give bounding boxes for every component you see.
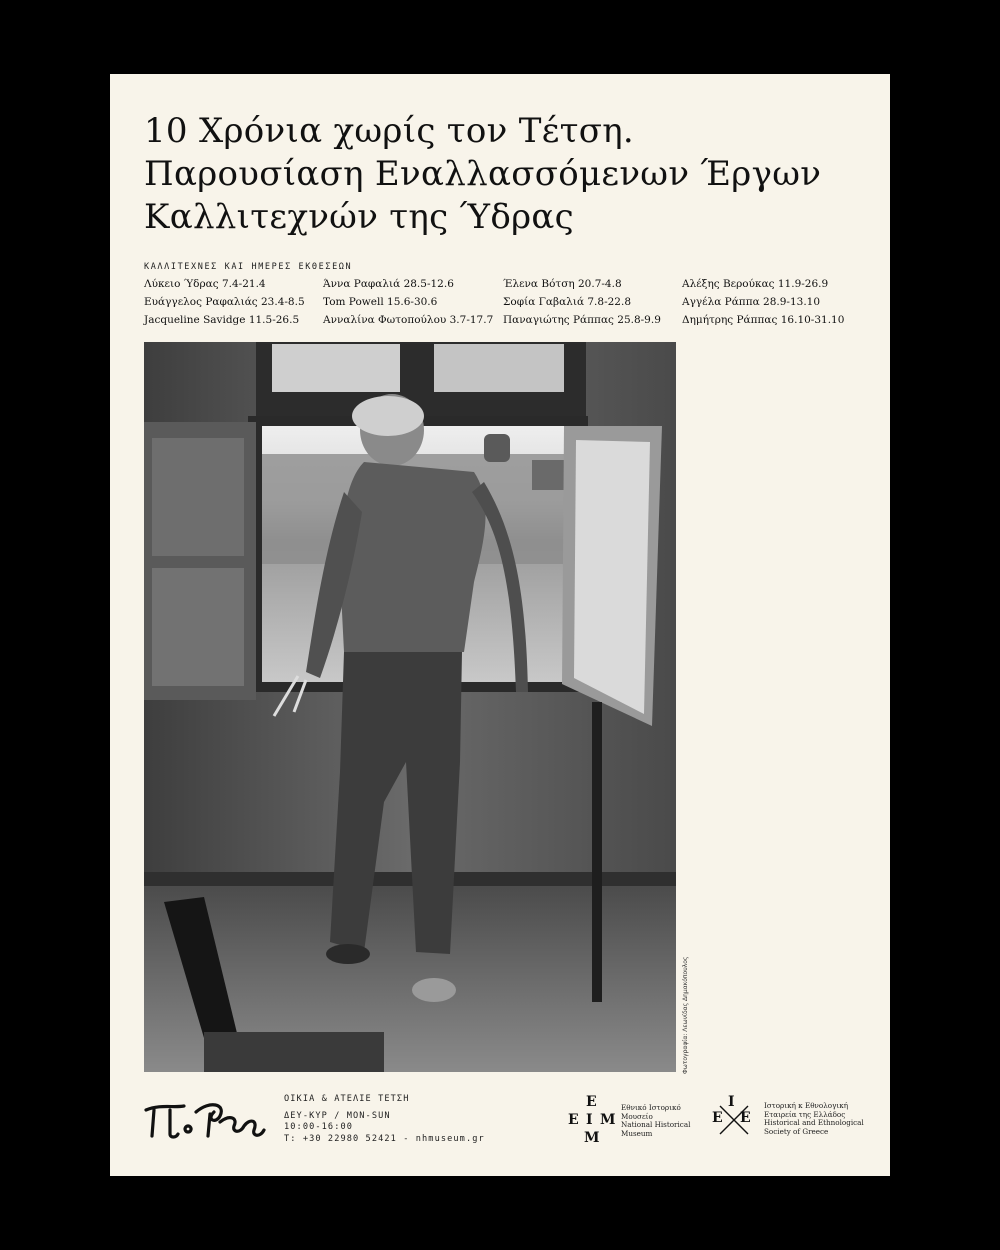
logo-text-line: Εταιρεία της Ελλάδος (764, 1109, 846, 1119)
logo-letter: Ε (740, 1110, 751, 1126)
logo-text-line: Museum (621, 1128, 653, 1138)
opening-days: ΔΕΥ-ΚΥΡ / MON-SUN (284, 1110, 391, 1121)
artist-entry: Έλενα Βότση 20.7-4.8 (503, 278, 622, 290)
poster-title (144, 110, 821, 239)
artist-entry: Αγγέλα Ράππα 28.9-13.10 (682, 296, 821, 308)
poster (110, 74, 890, 1176)
artists-list (144, 278, 864, 330)
logo-text-line: Μουσείο (621, 1111, 653, 1121)
artist-entry: Tom Powell 15.6-30.6 (323, 296, 438, 308)
artist-entry: Άννα Ραφαλιά 28.5-12.6 (323, 278, 454, 290)
logo-text (764, 1102, 864, 1136)
contact-info: T: +30 22980 52421 - nhmuseum.gr (284, 1133, 485, 1144)
logo-text-line: Historical and Ethnological (764, 1118, 864, 1128)
artist-photo (144, 342, 676, 1072)
logo-letter: Ε (712, 1110, 723, 1126)
artist-entry: Ανναλίνα Φωτοπούλου 3.7-17.7 (323, 314, 494, 326)
logo-letter: Μ (584, 1130, 600, 1146)
artist-entry: Σοφία Γαβαλιά 7.8-22.8 (503, 296, 632, 308)
logo-text-line: National Historical (621, 1120, 691, 1130)
logo-letter: Μ (600, 1112, 616, 1128)
artist-entry: Αλέξης Βερούκας 11.9-26.9 (682, 278, 829, 290)
title-line: Παρουσίαση Εναλλασσόμενων Έργων (144, 154, 822, 194)
venue-info (284, 1094, 485, 1145)
artist-entry: Ευάγγελος Ραφαλιάς 23.4-8.5 (144, 296, 305, 308)
tetsis-signature (140, 1090, 270, 1150)
artist-entry: Λύκειο Ύδρας 7.4-21.4 (144, 278, 266, 290)
logo-letter: Ι (728, 1094, 735, 1110)
logo-letter: Ε (586, 1094, 597, 1110)
logo-text (621, 1104, 690, 1138)
photo-illustration (144, 342, 676, 1072)
historical-ethnological-society-logo (710, 1094, 880, 1150)
logo-text-line: Ιστορική κ Εθνολογική (764, 1101, 849, 1110)
artist-entry: Jacqueline Savidge 11.5-26.5 (144, 314, 300, 326)
logo-text-line: Εθνικό Ιστορικό (621, 1103, 681, 1112)
artist-entry: Παναγιώτης Ράππας 25.8-9.9 (503, 314, 661, 326)
logo-letter: Ι (586, 1112, 593, 1128)
artists-section-label: ΚΑΛΛΙΤΕΧΝΕΣ ΚΑΙ ΗΜΕΡΕΣ ΕΚΘΕΣΕΩΝ (144, 262, 353, 272)
national-historical-museum-logo (566, 1094, 691, 1150)
title-line: 10 Χρόνια χωρίς τον Τέτση. (144, 111, 635, 151)
opening-hours: 10:00-16:00 (284, 1122, 354, 1132)
artist-entry: Δημήτρης Ράππας 16.10-31.10 (682, 314, 845, 326)
photo-credit: Φωτογραφία: Λεωνίδας Δημακόπουλος (682, 956, 689, 1074)
logo-letter: Ε (568, 1112, 579, 1128)
title-line: Καλλιτεχνών της Ύδρας (144, 197, 574, 237)
logo-text-line: Society of Greece (764, 1126, 829, 1136)
venue-name: ΟΙΚΙΑ & ΑΤΕΛΙΕ ΤΕΤΣΗ (284, 1094, 410, 1104)
